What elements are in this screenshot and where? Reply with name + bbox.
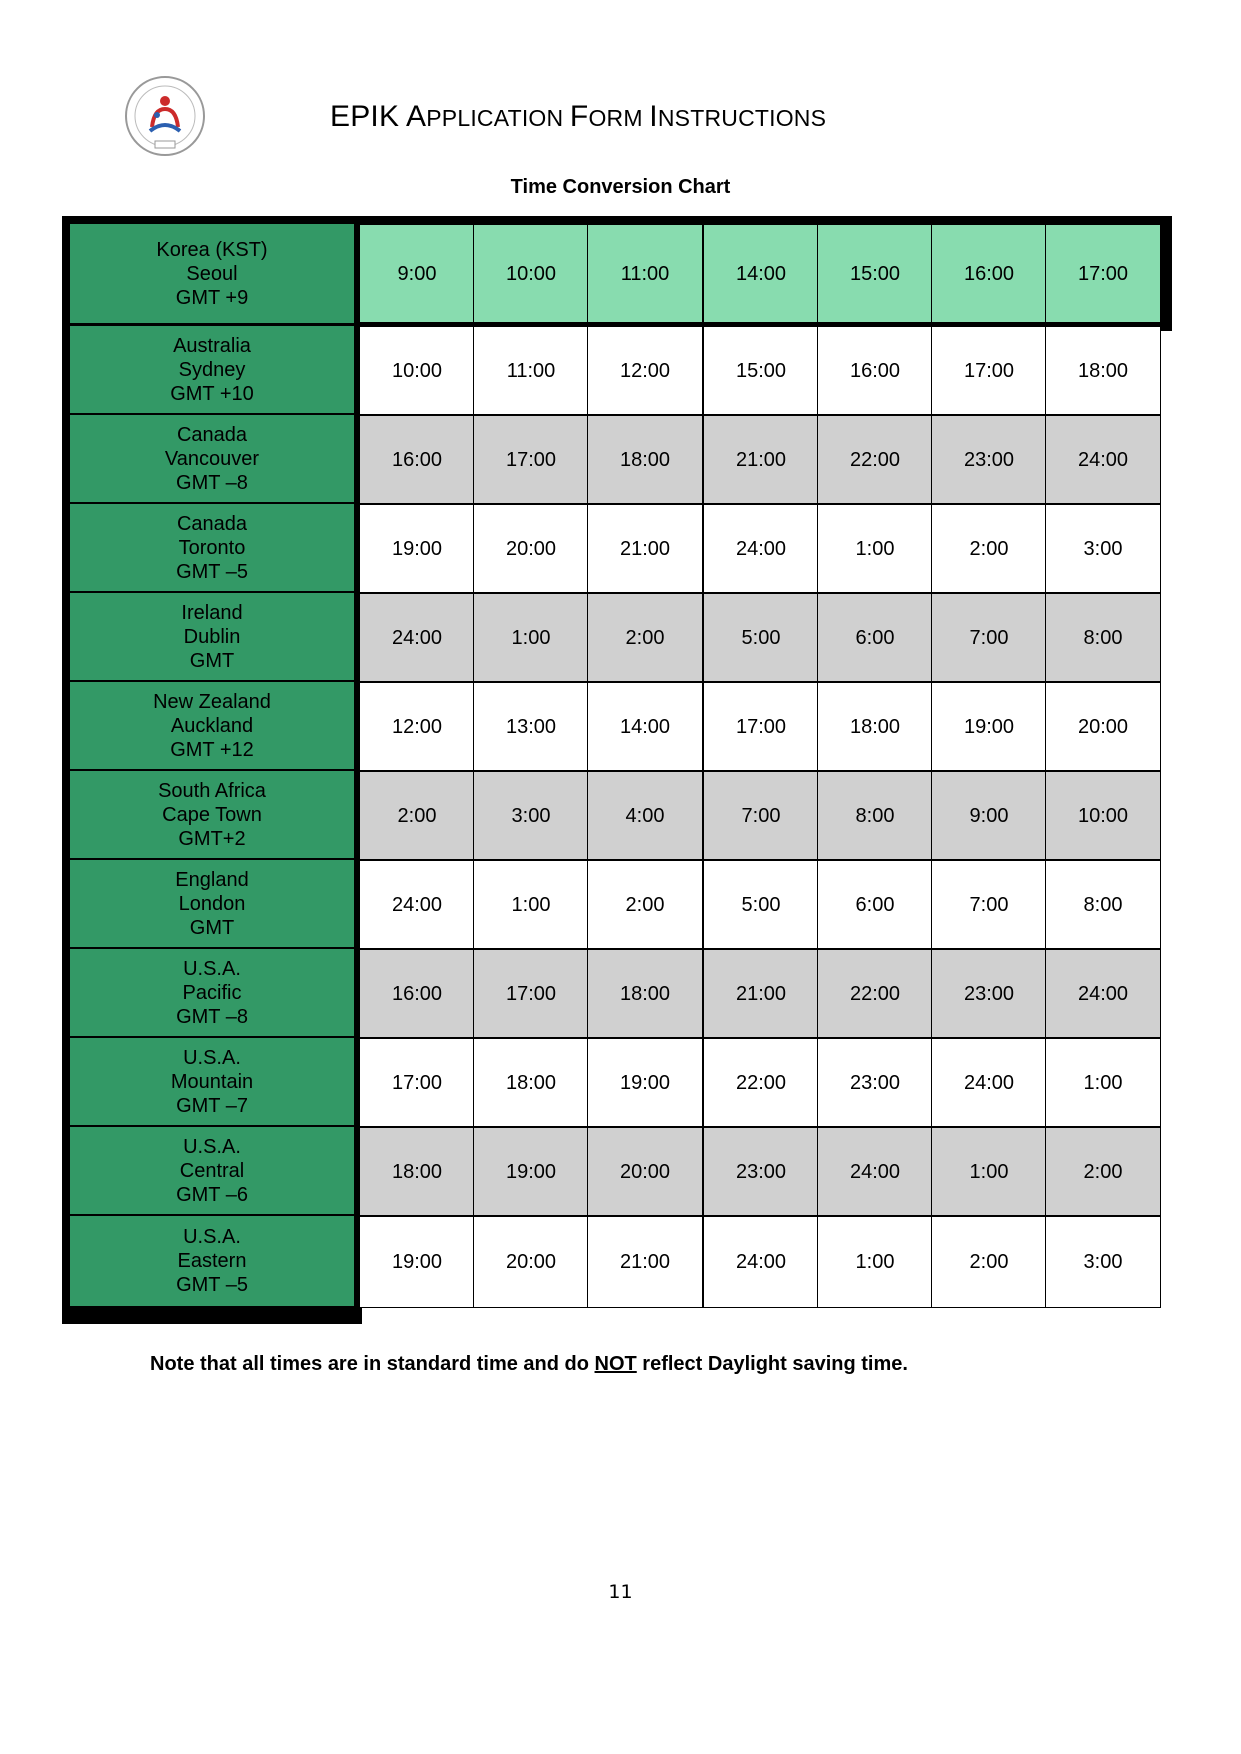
- table-cell: 17:00: [703, 682, 819, 771]
- table-cell: 1:00: [931, 1127, 1047, 1216]
- table-cell: 24:00: [359, 593, 475, 682]
- row-location-cell: Canada Toronto GMT –5: [70, 504, 354, 591]
- row-location-cell: New Zealand Auckland GMT +12: [70, 682, 354, 769]
- row-location-cell: England London GMT: [70, 860, 354, 947]
- table-cell: 7:00: [931, 593, 1047, 682]
- table-cell: 2:00: [587, 860, 703, 949]
- table-cell: 10:00: [1045, 771, 1161, 860]
- table-cell: 16:00: [817, 326, 933, 415]
- table-cell: 17:00: [473, 949, 589, 1038]
- row-location-cell: U.S.A. Pacific GMT –8: [70, 949, 354, 1036]
- header-time-cell: 9:00: [359, 224, 475, 323]
- row-location-cell: Ireland Dublin GMT: [70, 593, 354, 680]
- epik-logo-icon: [124, 75, 206, 157]
- table-cell: 21:00: [587, 1216, 703, 1308]
- table-cell: 11:00: [473, 326, 589, 415]
- table-cell: 13:00: [473, 682, 589, 771]
- table-cell: 4:00: [587, 771, 703, 860]
- table-cell: 21:00: [703, 415, 819, 504]
- table-cell: 2:00: [931, 1216, 1047, 1308]
- row-location-cell: Australia Sydney GMT +10: [70, 326, 354, 413]
- header-time-cell: 17:00: [1045, 224, 1161, 323]
- table-cell: 24:00: [817, 1127, 933, 1216]
- table-cell: 18:00: [359, 1127, 475, 1216]
- table-cell: 17:00: [359, 1038, 475, 1127]
- row-location-cell: U.S.A. Central GMT –6: [70, 1127, 354, 1214]
- row-location-cell: U.S.A. Mountain GMT –7: [70, 1038, 354, 1125]
- table-cell: 1:00: [473, 593, 589, 682]
- table-cell: 2:00: [587, 593, 703, 682]
- table-cell: 22:00: [817, 415, 933, 504]
- table-cell: 23:00: [931, 949, 1047, 1038]
- table-cell: 7:00: [703, 771, 819, 860]
- table-cell: 20:00: [473, 1216, 589, 1308]
- header-location-cell: Korea (KST) Seoul GMT +9: [70, 224, 354, 323]
- time-conversion-table: [62, 216, 1172, 1324]
- table-cell: 23:00: [703, 1127, 819, 1216]
- chart-title: Time Conversion Chart: [510, 176, 731, 198]
- table-cell: 18:00: [817, 682, 933, 771]
- table-cell: 1:00: [473, 860, 589, 949]
- table-cell: 18:00: [473, 1038, 589, 1127]
- table-cell: 6:00: [817, 860, 933, 949]
- page-number: 11: [608, 1581, 633, 1603]
- table-cell: 3:00: [473, 771, 589, 860]
- table-cell: 12:00: [587, 326, 703, 415]
- table-cell: 1:00: [817, 504, 933, 593]
- title-prefix: EPIK: [330, 100, 407, 133]
- table-cell: 18:00: [1045, 326, 1161, 415]
- table-cell: 9:00: [931, 771, 1047, 860]
- table-cell: 17:00: [931, 326, 1047, 415]
- note-emphasis: NOT: [594, 1353, 637, 1375]
- table-cell: 7:00: [931, 860, 1047, 949]
- table-cell: 5:00: [703, 860, 819, 949]
- table-cell: 24:00: [359, 860, 475, 949]
- table-cell: 18:00: [587, 415, 703, 504]
- table-cell: 2:00: [1045, 1127, 1161, 1216]
- table-cell: 14:00: [587, 682, 703, 771]
- table-cell: 19:00: [587, 1038, 703, 1127]
- table-cell: 23:00: [817, 1038, 933, 1127]
- table-cell: 8:00: [1045, 593, 1161, 682]
- table-cell: 24:00: [931, 1038, 1047, 1127]
- table-cell: 22:00: [703, 1038, 819, 1127]
- table-cell: 19:00: [359, 504, 475, 593]
- document-title: EPIK APPLICATION FORM INSTRUCTIONS: [330, 100, 827, 133]
- table-cell: 16:00: [359, 415, 475, 504]
- footnote: Note that all times are in standard time and do NOT reflect Daylight saving time.: [150, 1353, 908, 1375]
- table-cell: 15:00: [703, 326, 819, 415]
- table-cell: 1:00: [1045, 1038, 1161, 1127]
- table-cell: 18:00: [587, 949, 703, 1038]
- table-cell: 24:00: [1045, 949, 1161, 1038]
- table-cell: 12:00: [359, 682, 475, 771]
- table-cell: 19:00: [359, 1216, 475, 1308]
- table-cell: 19:00: [473, 1127, 589, 1216]
- table-cell: 21:00: [587, 504, 703, 593]
- row-location-cell: Canada Vancouver GMT –8: [70, 415, 354, 502]
- table-cell: 24:00: [703, 1216, 819, 1308]
- table-cell: 22:00: [817, 949, 933, 1038]
- header-time-cell: 15:00: [817, 224, 933, 323]
- table-cell: 21:00: [703, 949, 819, 1038]
- table-cell: 8:00: [817, 771, 933, 860]
- table-cell: 1:00: [817, 1216, 933, 1308]
- table-cell: 6:00: [817, 593, 933, 682]
- table-cell: 24:00: [1045, 415, 1161, 504]
- header-time-cell: 10:00: [473, 224, 589, 323]
- row-location-cell: U.S.A. Eastern GMT –5: [70, 1216, 354, 1306]
- table-cell: 24:00: [703, 504, 819, 593]
- header-time-cell: 11:00: [587, 224, 703, 323]
- header-time-cell: 16:00: [931, 224, 1047, 323]
- table-cell: 8:00: [1045, 860, 1161, 949]
- table-cell: 3:00: [1045, 504, 1161, 593]
- row-location-cell: South Africa Cape Town GMT+2: [70, 771, 354, 858]
- table-cell: 10:00: [359, 326, 475, 415]
- table-cell: 19:00: [931, 682, 1047, 771]
- table-cell: 23:00: [931, 415, 1047, 504]
- header-time-cell: 14:00: [703, 224, 819, 323]
- table-cell: 20:00: [587, 1127, 703, 1216]
- table-cell: 20:00: [1045, 682, 1161, 771]
- table-cell: 17:00: [473, 415, 589, 504]
- table-cell: 2:00: [931, 504, 1047, 593]
- table-cell: 2:00: [359, 771, 475, 860]
- table-cell: 20:00: [473, 504, 589, 593]
- table-cell: 16:00: [359, 949, 475, 1038]
- table-cell: 5:00: [703, 593, 819, 682]
- table-cell: 3:00: [1045, 1216, 1161, 1308]
